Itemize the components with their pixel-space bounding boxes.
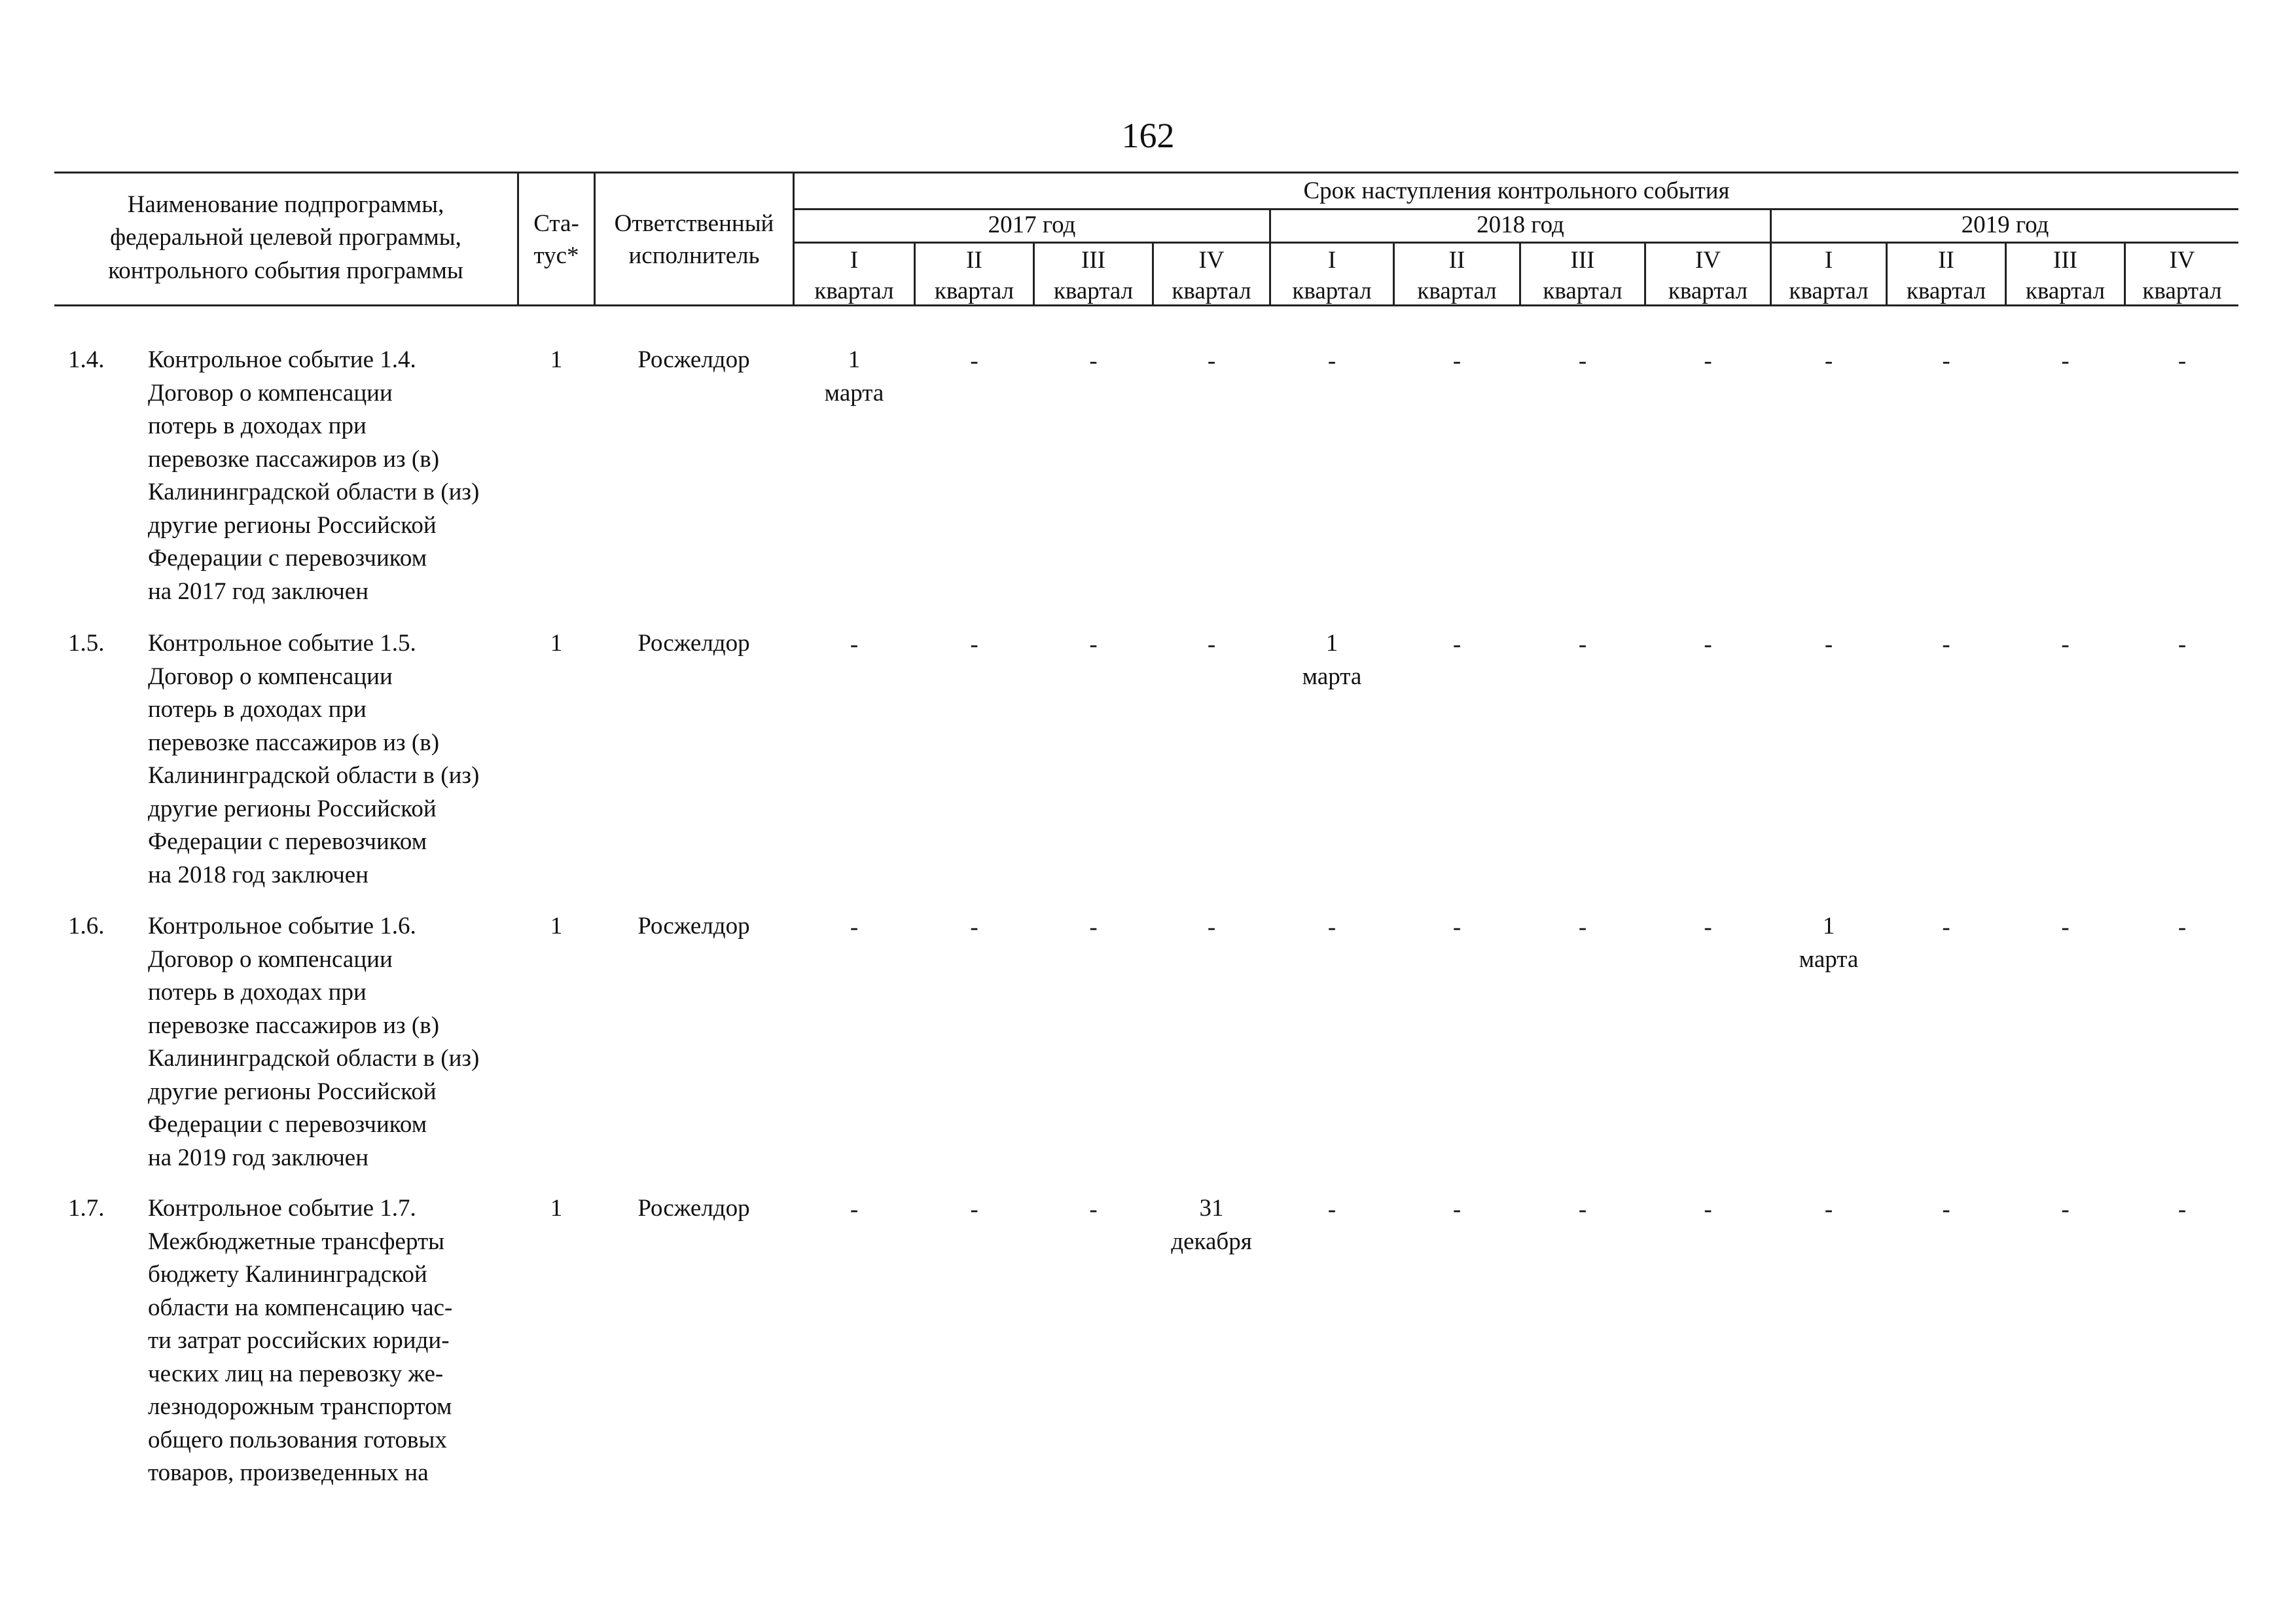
quarter-cell: - <box>1452 914 1462 941</box>
quarter-word: квартал <box>1172 278 1251 304</box>
quarter-word: квартал <box>2025 278 2106 304</box>
quarter-cell: - <box>1942 348 1950 374</box>
row-name-line: перевозке пассажиров из (в) <box>148 1012 440 1039</box>
quarter-cell: - <box>1089 1196 1098 1223</box>
quarter-cell: - <box>1578 631 1587 658</box>
quarter-numeral: III <box>1081 247 1105 274</box>
row-number: 1.6. <box>68 913 105 939</box>
row-name-line: Федерации с перевозчиком <box>148 1111 427 1138</box>
row-name-line: другие регионы Российской <box>148 795 437 822</box>
quarter-numeral: II <box>1938 247 1954 274</box>
row-name-line: Калининградской области в (из) <box>148 762 480 789</box>
quarter-cell: - <box>1327 348 1336 374</box>
quarter-cell: 31 <box>1199 1195 1224 1222</box>
quarter-numeral: II <box>966 247 982 274</box>
quarter-word: квартал <box>1053 278 1134 304</box>
header-year-2017: 2017 год <box>988 211 1076 238</box>
quarter-cell-date: декабря <box>1171 1228 1252 1255</box>
page-number: 162 <box>1121 116 1175 155</box>
row-name-line: общего пользования готовых <box>148 1426 447 1453</box>
quarter-word: квартал <box>1668 278 1748 304</box>
row-name-line: лезнодорожным транспортом <box>148 1393 452 1420</box>
quarter-cell: - <box>1578 914 1587 941</box>
row-name-line: Калининградской области в (из) <box>148 1045 480 1072</box>
row-name-line: Межбюджетные трансферты <box>148 1228 444 1255</box>
row-status: 1 <box>550 1195 563 1222</box>
quarter-cell: - <box>1704 914 1712 941</box>
header-name-line: федеральной целевой программы, <box>110 224 461 251</box>
quarter-cell: - <box>970 348 978 374</box>
quarter-cell: - <box>1824 631 1833 658</box>
quarter-cell: - <box>970 1196 978 1223</box>
quarter-cell: - <box>1942 1196 1950 1223</box>
quarter-cell: - <box>2178 348 2187 374</box>
row-name-line: на 2018 год заключен <box>148 861 369 888</box>
quarter-word: квартал <box>1906 278 1986 304</box>
row-executor: Росжелдор <box>637 630 750 657</box>
row-name-line: на 2017 год заключен <box>148 577 369 605</box>
header-executor-line: Ответственный <box>614 210 774 237</box>
quarter-cell: - <box>1207 631 1216 658</box>
row-name-line: Контрольное событие 1.6. <box>148 913 416 939</box>
quarter-cell-date: марта <box>1302 663 1362 690</box>
header-executor-line: исполнитель <box>628 242 760 269</box>
quarter-numeral: I <box>1824 247 1833 274</box>
quarter-cell: - <box>850 1196 859 1223</box>
quarter-cell: - <box>1327 914 1336 941</box>
row-name-line: перевозке пассажиров из (в) <box>148 729 440 756</box>
quarter-cell: - <box>1824 348 1833 374</box>
row-name-line: другие регионы Российской <box>148 1078 437 1105</box>
row-name-line: бюджету Калининградской <box>148 1261 427 1288</box>
row-number: 1.4. <box>68 346 105 373</box>
quarter-cell: - <box>1704 1196 1712 1223</box>
header-year-2019: 2019 год <box>1961 211 2049 238</box>
row-status: 1 <box>550 346 563 373</box>
years-rule <box>793 242 2238 244</box>
header-status-line: тус* <box>533 242 579 269</box>
quarter-word: квартал <box>1417 278 1497 304</box>
quarter-cell: - <box>1578 1196 1587 1223</box>
quarter-cell: - <box>1704 348 1712 374</box>
quarter-cell: - <box>1089 914 1098 941</box>
row-name-line: Договор о компенсации <box>148 945 393 973</box>
quarter-cell: - <box>1327 1196 1336 1223</box>
row-name-line: потерь в доходах при <box>148 412 367 439</box>
quarter-cell: - <box>2061 631 2070 658</box>
row-name-line: Контрольное событие 1.7. <box>148 1195 416 1222</box>
row-name-line: Контрольное событие 1.4. <box>148 346 416 373</box>
quarter-cell: - <box>1578 348 1587 374</box>
row-name-line: области на компенсацию час- <box>148 1294 453 1321</box>
quarter-word: квартал <box>934 278 1014 304</box>
quarter-cell: - <box>1942 914 1950 941</box>
quarter-cell: 1 <box>1325 630 1338 657</box>
row-name-line: ческих лиц на перевозку же- <box>148 1360 444 1387</box>
quarter-cell: - <box>1704 631 1712 658</box>
quarter-cell: - <box>1207 348 1216 374</box>
row-name-line: на 2019 год заключен <box>148 1144 369 1171</box>
quarter-cell: - <box>1824 1196 1833 1223</box>
quarter-cell: - <box>850 631 859 658</box>
quarter-numeral: IV <box>2169 247 2195 274</box>
row-name-line: Договор о компенсации <box>148 663 393 690</box>
quarter-cell: - <box>1452 631 1462 658</box>
row-name-line: Федерации с перевозчиком <box>148 828 427 855</box>
header-status-line: Ста- <box>533 210 579 237</box>
header-name-line: контрольного события программы <box>108 257 463 284</box>
header-top-border <box>54 172 2238 173</box>
row-name-line: перевозке пассажиров из (в) <box>148 445 440 473</box>
quarter-numeral: I <box>1327 247 1336 274</box>
quarter-cell: - <box>2178 914 2187 941</box>
row-executor: Росжелдор <box>637 913 750 939</box>
quarter-numeral: IV <box>1198 247 1225 274</box>
row-name-line: Контрольное событие 1.5. <box>148 630 416 657</box>
row-name-line: товаров, произведенных на <box>148 1459 429 1486</box>
row-status: 1 <box>550 630 563 657</box>
quarter-cell: - <box>2061 348 2070 374</box>
row-name-line: Договор о компенсации <box>148 379 393 407</box>
quarter-cell: - <box>2178 1196 2187 1223</box>
quarter-cell: - <box>2178 631 2187 658</box>
quarter-numeral: IV <box>1695 247 1721 274</box>
quarter-cell: - <box>1089 348 1098 374</box>
quarter-cell: - <box>1207 914 1216 941</box>
header-deadline-title: Срок наступления контрольного события <box>1303 177 1730 204</box>
quarter-word: квартал <box>814 278 894 304</box>
quarter-cell: - <box>2061 914 2070 941</box>
quarter-cell: - <box>970 631 978 658</box>
quarter-cell: 1 <box>848 346 861 373</box>
row-name-line: ти затрат российских юриди- <box>148 1327 450 1354</box>
quarter-cell: - <box>1452 1196 1462 1223</box>
quarter-numeral: II <box>1448 247 1465 274</box>
quarter-word: квартал <box>2142 278 2222 304</box>
row-number: 1.5. <box>68 630 105 657</box>
row-name-line: потерь в доходах при <box>148 696 367 723</box>
quarter-numeral: III <box>2053 247 2077 274</box>
row-executor: Росжелдор <box>637 1195 750 1222</box>
quarter-cell: - <box>1452 348 1462 374</box>
row-number: 1.7. <box>68 1195 105 1222</box>
quarter-cell: 1 <box>1822 913 1835 939</box>
header-name-line: Наименование подпрограммы, <box>127 191 444 218</box>
quarter-cell: - <box>1089 631 1098 658</box>
quarter-word: квартал <box>1789 278 1869 304</box>
quarter-cell-date: марта <box>824 379 884 407</box>
quarter-cell: - <box>2061 1196 2070 1223</box>
row-executor: Росжелдор <box>637 346 750 373</box>
quarter-numeral: I <box>850 247 859 274</box>
quarter-cell: - <box>850 914 859 941</box>
header-year-2018: 2018 год <box>1477 211 1564 238</box>
row-name-line: Калининградской области в (из) <box>148 479 480 505</box>
quarter-cell: - <box>970 914 978 941</box>
row-status: 1 <box>550 913 563 939</box>
row-name-line: другие регионы Российской <box>148 511 437 539</box>
row-name-line: потерь в доходах при <box>148 979 367 1006</box>
row-name-line: Федерации с перевозчиком <box>148 545 427 572</box>
quarter-cell: - <box>1942 631 1950 658</box>
quarter-numeral: III <box>1570 247 1595 274</box>
quarter-cell-date: марта <box>1799 945 1859 973</box>
quarter-word: квартал <box>1292 278 1372 304</box>
quarter-word: квартал <box>1543 278 1623 304</box>
